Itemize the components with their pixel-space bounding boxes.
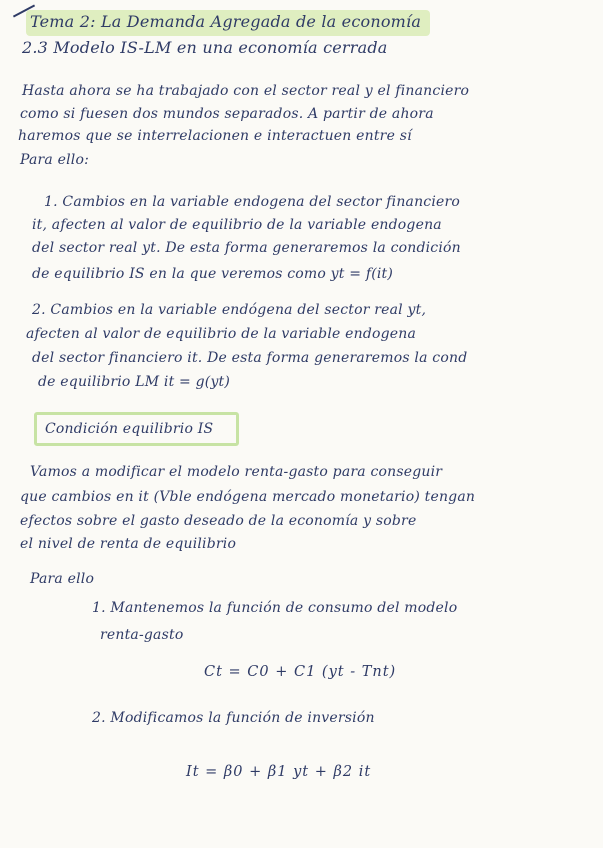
intro-line: haremos que se interrelacionen e interactuen entre sí [18,128,412,144]
intro-line: Para ello: [20,152,90,168]
body-line: que cambios en it (Vble endógena mercado monetario) tengan [20,489,476,505]
section-heading: Condición equilibrio IS [45,421,214,437]
body-line: el nivel de renta de equilibrio [20,536,237,552]
body-line: Para ello [30,571,95,587]
point1-line: it, afecten al valor de equilibrio de la variable endogena [32,217,442,233]
point1-line: de equilibrio IS en la que veremos como yt = f(it) [32,266,394,282]
body-line: Vamos a modificar el modelo renta-gasto para conseguir [30,464,443,480]
section-box [34,412,239,446]
intro-line: como si fuesen dos mundos separados. A partir de ahora [20,106,434,122]
point2-line: del sector financiero it. De esta forma generaremos la cond [32,350,468,366]
body-line: efectos sobre el gasto deseado de la economía y sobre [20,513,417,529]
consumption-equation: Ct = C0 + C1 (yt - Tnt) [204,664,397,680]
point1-line: 1. Cambios en la variable endogena del sector financiero [44,194,461,210]
page-title: Tema 2: La Demanda Agregada de la economía [30,12,422,31]
step1-line: 1. Mantenemos la función de consumo del modelo [92,600,458,616]
point2-line: 2. Cambios en la variable endógena del sector real yt, [32,302,427,318]
section-subtitle: 2.3 Modelo IS-LM en una economía cerrada [22,38,388,57]
step1-line: renta-gasto [100,627,184,643]
point2-line: de equilibrio LM it = g(yt) [38,374,231,390]
point2-line: afecten al valor de equilibrio de la variable endogena [26,326,417,342]
step2-line: 2. Modificamos la función de inversión [92,710,375,726]
intro-line: Hasta ahora se ha trabajado con el sector real y el financiero [22,83,470,99]
investment-equation: It = β0 + β1 yt + β2 it [186,764,372,780]
point1-line: del sector real yt. De esta forma generaremos la condición [32,240,461,256]
